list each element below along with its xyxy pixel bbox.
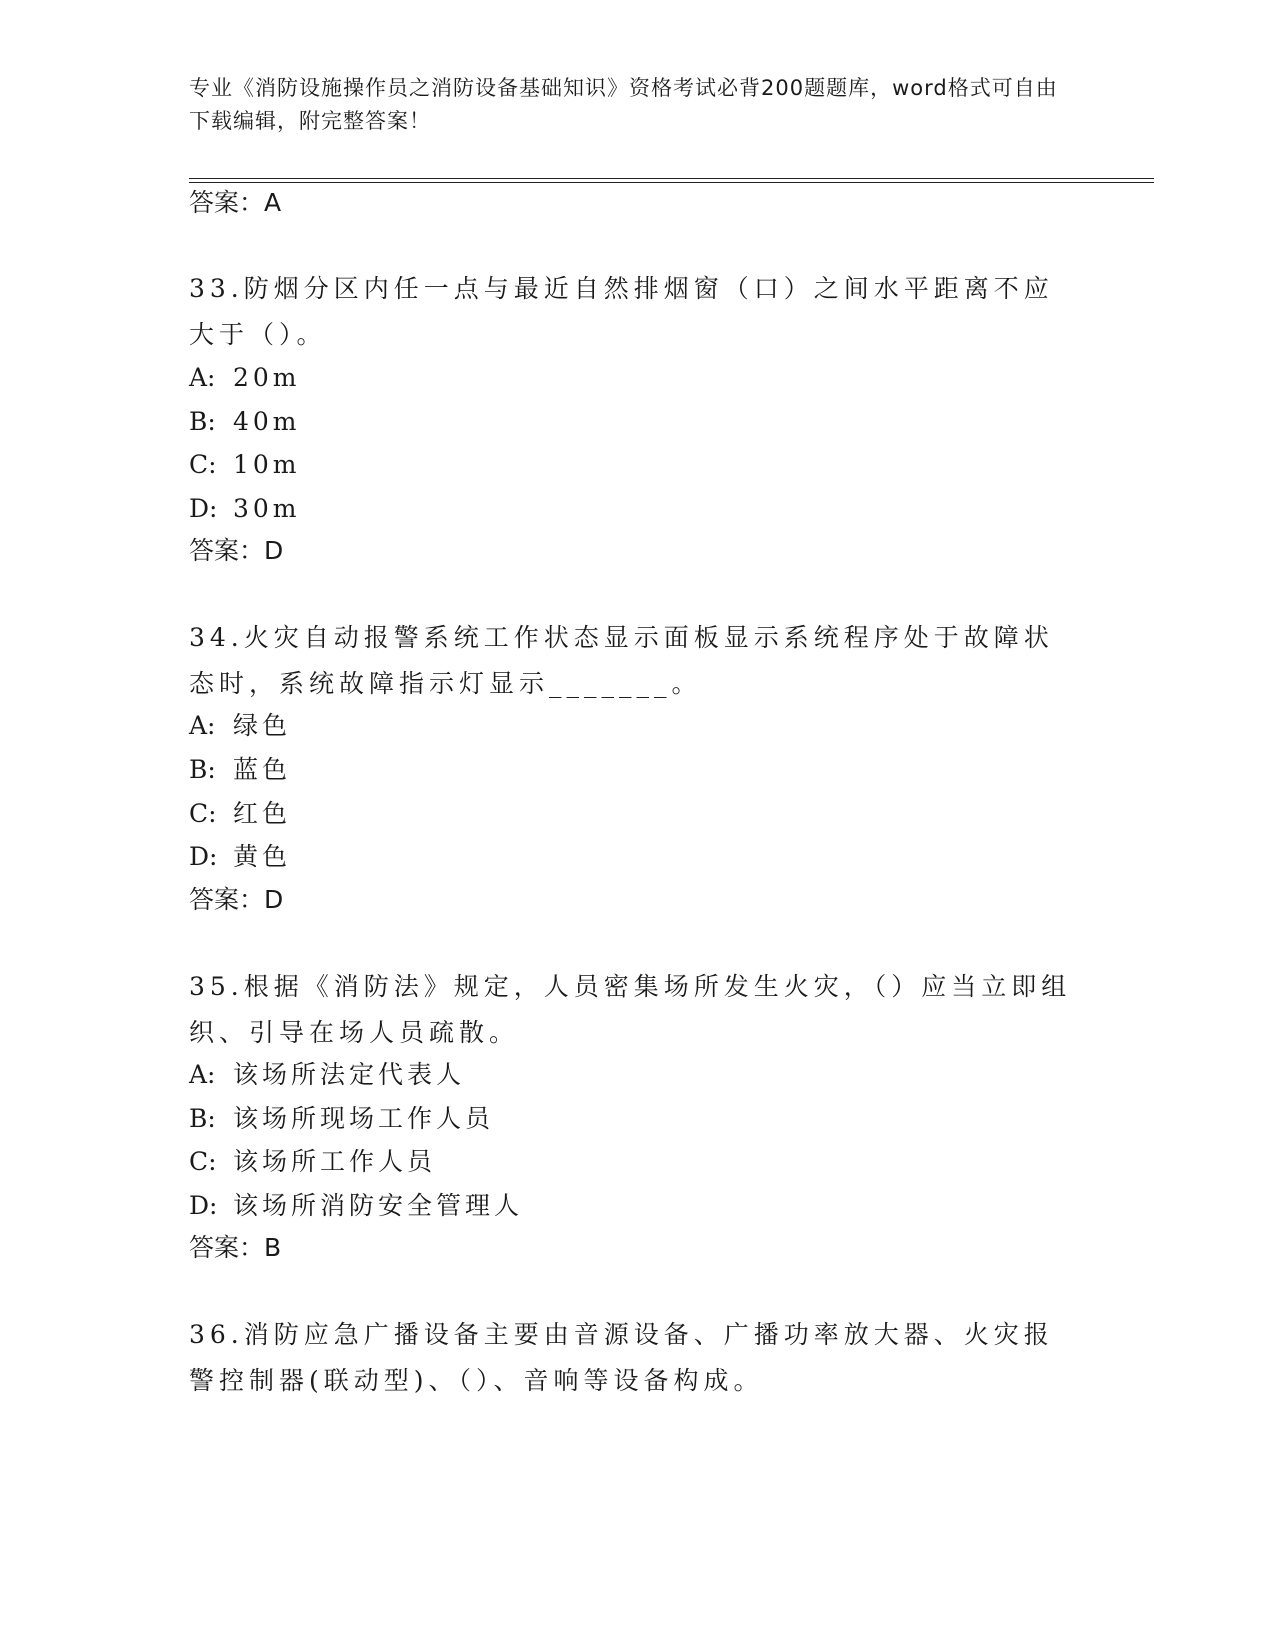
answer-35: 答案：B <box>189 1233 282 1262</box>
option-letter: A: <box>189 711 216 740</box>
question-33-option-c <box>189 449 301 481</box>
option-text: 该场所工作人员 <box>233 1147 437 1176</box>
answer-34: 答案：D <box>189 885 284 914</box>
question-34-option-d <box>189 841 291 873</box>
option-letter: A: <box>189 363 216 392</box>
question-34-stem: 34.火灾自动报警系统工作状态显示面板显示系统程序处于故障状态时，系统故障指示灯显示_______。 <box>189 623 1054 698</box>
option-text: 10m <box>233 450 301 479</box>
option-letter: D: <box>189 842 218 871</box>
question-34-option-b <box>189 754 291 786</box>
option-text: 20m <box>233 363 301 392</box>
question-33-option-a <box>189 362 301 394</box>
option-letter: B: <box>189 755 216 784</box>
answer-33: 答案：D <box>189 536 284 565</box>
answer-32: 答案：A <box>189 188 282 217</box>
header-divider-bottom <box>189 182 1154 183</box>
option-letter: C: <box>189 799 217 828</box>
option-text: 红色 <box>233 799 292 828</box>
option-letter: B: <box>189 407 216 436</box>
question-35-option-b <box>189 1103 494 1135</box>
header-divider-top <box>189 178 1154 179</box>
option-text: 黄色 <box>233 842 292 871</box>
option-text: 该场所现场工作人员 <box>233 1104 495 1133</box>
document-header: 专业《消防设施操作员之消防设备基础知识》资格考试必背200题题库，word格式可自由下载编辑，附完整答案！ <box>189 76 1058 133</box>
question-35-stem: 35.根据《消防法》规定，人员密集场所发生火灾，（）应当立即组织、引导在场人员疏散。 <box>189 972 1072 1047</box>
question-34-option-a <box>189 710 291 742</box>
question-36-stem: 36.消防应急广播设备主要由音源设备、广播功率放大器、火灾报警控制器(联动型)、（）、音响等设备构成。 <box>189 1320 1054 1395</box>
option-text: 30m <box>233 494 301 523</box>
question-34-option-c <box>189 798 291 830</box>
option-letter: C: <box>189 1147 217 1176</box>
option-letter: B: <box>189 1104 216 1133</box>
question-33-option-d <box>189 493 301 525</box>
question-35-option-a <box>189 1059 465 1091</box>
option-text: 蓝色 <box>233 755 292 784</box>
question-33-option-b <box>189 406 301 438</box>
option-letter: D: <box>189 494 218 523</box>
option-text: 40m <box>233 407 301 436</box>
option-letter: A: <box>189 1060 216 1089</box>
option-text: 该场所消防安全管理人 <box>233 1191 524 1220</box>
option-text: 该场所法定代表人 <box>233 1060 466 1089</box>
option-letter: D: <box>189 1191 218 1220</box>
option-letter: C: <box>189 450 217 479</box>
question-33-stem: 33.防烟分区内任一点与最近自然排烟窗（口）之间水平距离不应大于（）。 <box>189 274 1054 349</box>
question-35-option-d <box>189 1190 523 1222</box>
option-text: 绿色 <box>233 711 292 740</box>
question-35-option-c <box>189 1146 436 1178</box>
